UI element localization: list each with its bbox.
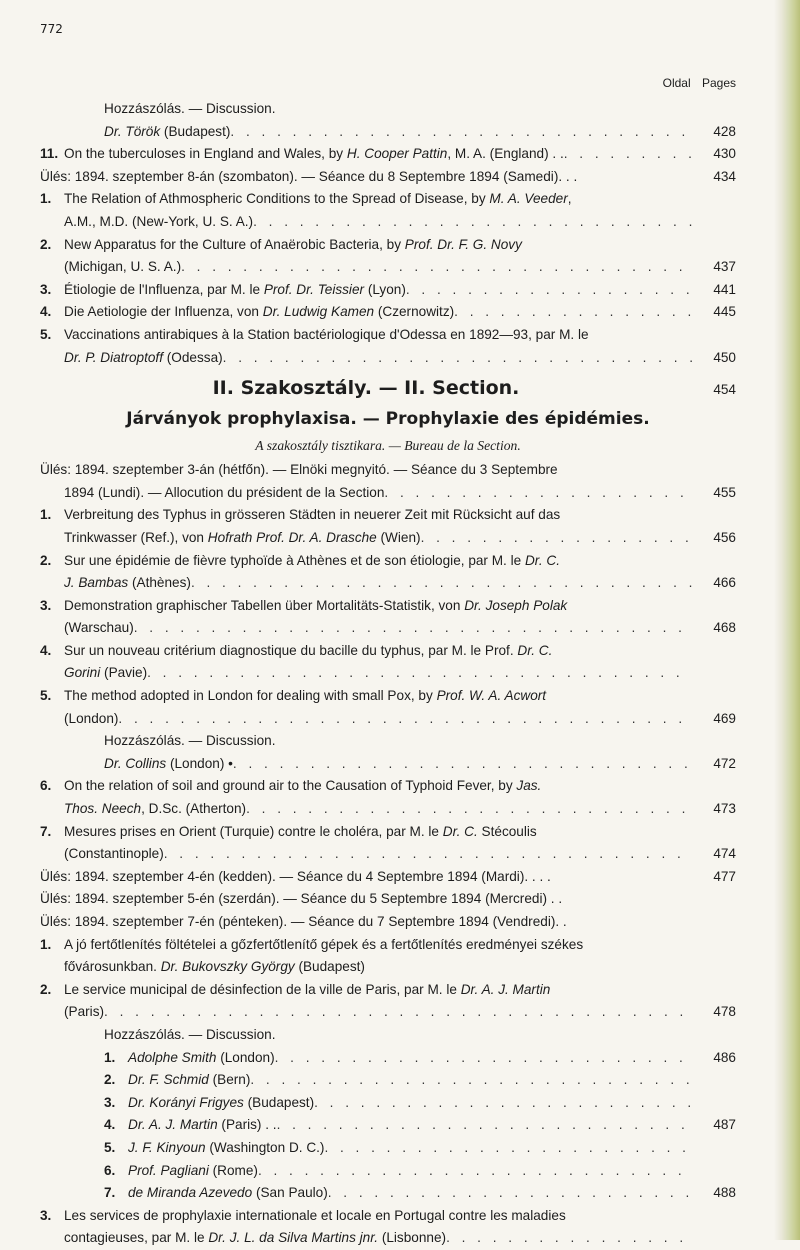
item-number: 3. [104, 1094, 116, 1110]
leader-dots [246, 798, 692, 821]
toc-item [40, 301, 736, 324]
entry-text: (Warschau) [64, 620, 134, 636]
header-oldal: Oldal [662, 76, 691, 90]
discussion-sub-entry [40, 1182, 736, 1205]
discussion-heading: Hozzászólás. — Discussion. [104, 733, 276, 749]
entry-page: 445 [713, 304, 736, 320]
entry-page: 474 [713, 846, 736, 862]
entry-text-line1: Le service municipal de désinfection de la ville de Paris, par M. le Dr. A. J. Martin [64, 981, 551, 997]
session-entry [40, 166, 736, 189]
toc-item [40, 934, 736, 957]
item-number: 4. [104, 1117, 116, 1133]
section-subtitle: Járványok prophylaxisa. — Prophylaxie des épidémies. [126, 409, 650, 430]
entry-text: de Miranda Azevedo (San Paulo) [128, 1185, 328, 1201]
session-entry [40, 866, 736, 889]
discussion-sub-entry [40, 1114, 736, 1137]
entry-text: contagieuses, par M. le Dr. J. L. da Silva Martins jnr. (Lisbonne) [64, 1230, 447, 1246]
toc-item [40, 775, 736, 798]
toc-item-cont [40, 843, 736, 866]
entry-text: Ülés: 1894. szeptember 4-én (kedden). — Séance du 4 Septembre 1894 (Mardi). . . . [40, 868, 551, 884]
entry-text: Gorini (Pavie) [64, 665, 148, 681]
item-number: 3. [40, 597, 52, 613]
leader-dots [230, 121, 692, 144]
item-number: 6. [40, 778, 52, 794]
toc-item [40, 640, 736, 663]
discussion-sub-entry [40, 1069, 736, 1092]
toc-item [40, 504, 736, 527]
discussion-sub-entry [40, 1047, 736, 1070]
toc-item-cont [40, 617, 736, 640]
entry-page: 487 [713, 1117, 736, 1133]
leader-dots [164, 843, 692, 866]
entry-text-line1: Sur un nouveau critérium diagnostique du bacille du typhus, par M. le Prof. Dr. C. [64, 642, 553, 658]
item-number: 4. [40, 642, 52, 658]
item-number: 1. [40, 507, 52, 523]
toc-item [40, 324, 736, 347]
entry-text-line1: Mesures prises en Orient (Turquie) contre le choléra, par M. le Dr. C. Stécoulis [64, 823, 537, 839]
page-edge-shading [774, 0, 800, 1240]
entry-text: J. F. Kinyoun (Washington D. C.) [128, 1139, 325, 1155]
entry-page: 434 [713, 168, 736, 184]
item-number: 2. [40, 981, 52, 997]
entry-text-line1: Sur une épidémie de fièvre typhoïde à Athènes et de son étiologie, par M. le Dr. C. [64, 552, 560, 568]
toc-item [40, 685, 736, 708]
leader-dots [250, 1069, 692, 1092]
entry-text: Ülés: 1894. szeptember 5-én (szerdán). — Séance du 5 Septembre 1894 (Mercredi) . . [40, 891, 563, 907]
toc-content [40, 76, 736, 1250]
entry-page: 468 [713, 620, 736, 636]
leader-dots [253, 211, 692, 234]
entry-text: 1894 (Lundi). — Allocution du président de la Section [64, 484, 385, 500]
entry-text: Dr. A. J. Martin (Paris) . . [128, 1117, 277, 1133]
discussion-sub-entry [40, 1137, 736, 1160]
discussion-sub-entry [40, 1092, 736, 1115]
item-number: 3. [40, 1207, 52, 1223]
toc-item-cont [40, 1227, 736, 1250]
leader-dots [454, 301, 692, 324]
entry-text: A.M., M.D. (New-York, U. S. A.) [64, 213, 254, 229]
leader-dots [134, 617, 692, 640]
leader-dots [406, 279, 692, 302]
item-number: 2. [40, 552, 52, 568]
entry-text: Dr. P. Diatroptoff (Odessa) [64, 349, 223, 365]
entry-page: 455 [713, 484, 736, 500]
entry-text-line1: New Apparatus for the Culture of Anaërobic Bacteria, by Prof. Dr. F. G. Novy [64, 236, 522, 252]
entry-text-line1: Verbreitung des Typhus in grösseren Städten in neuerer Zeit mit Rücksicht auf das [64, 507, 561, 523]
item-number: 1. [40, 191, 52, 207]
discussion-heading: Hozzászólás. — Discussion. [104, 1026, 276, 1042]
item-number: 4. [40, 304, 52, 320]
toc-item [40, 234, 736, 257]
item-number: 11. [40, 146, 59, 162]
entry-page: 488 [713, 1185, 736, 1201]
session-entry [40, 888, 736, 911]
leader-dots [275, 1047, 692, 1070]
entry-page: 466 [713, 575, 736, 591]
entry-text-line1: The Relation of Athmospheric Conditions to the Spread of Disease, by M. A. Veeder, [64, 191, 572, 207]
leader-dots [446, 1227, 692, 1250]
entry-text: (London) [64, 710, 119, 726]
toc-item [40, 979, 736, 1002]
item-number: 6. [104, 1162, 116, 1178]
section-bureau: A szakosztály tisztikara. — Bureau de la Section. [255, 438, 521, 454]
section-title [40, 373, 736, 405]
entry-text: Die Aetiologie der Influenza, von Dr. Ludwig Kamen (Czernowitz) [64, 304, 455, 320]
entry-text-line1: Vaccinations antirabiques à la Station bactériologique d'Odessa en 1892—93, par M. le [64, 326, 589, 342]
leader-dots [147, 662, 692, 685]
leader-dots [324, 1137, 692, 1160]
entry-text: Dr. Török (Budapest) [104, 123, 231, 139]
toc-block-1 [40, 98, 736, 369]
item-number: 1. [104, 1049, 116, 1065]
entry-text: Trinkwasser (Ref.), von Hofrath Prof. Dr. A. Drasche (Wien) [64, 529, 421, 545]
toc-item-cont [40, 347, 736, 370]
entry-page: 469 [713, 710, 736, 726]
item-number: 7. [40, 823, 52, 839]
leader-dots [191, 572, 692, 595]
entry-text: Thos. Neech, D.Sc. (Atherton) [64, 801, 247, 817]
leader-dots [104, 1001, 692, 1024]
session-entry [40, 911, 736, 934]
item-number: 5. [104, 1139, 116, 1155]
toc-item-cont [40, 1001, 736, 1024]
toc-item-cont [40, 956, 736, 979]
toc-item [40, 1205, 736, 1228]
discussion-heading: Hozzászólás. — Discussion. [104, 101, 276, 116]
item-number: 5. [40, 326, 52, 342]
entry-text: J. Bambas (Athènes) [64, 575, 191, 591]
toc-item [40, 279, 736, 302]
toc-item [40, 550, 736, 573]
toc-item-cont [40, 798, 736, 821]
toc-item [40, 821, 736, 844]
entry-text: (Paris) [64, 1004, 105, 1020]
entry-text: Prof. Pagliani (Rome) [128, 1162, 258, 1178]
discussion-entry [40, 753, 736, 776]
section-page: 454 [713, 382, 736, 398]
toc-item-cont [40, 211, 736, 234]
toc-item [40, 595, 736, 618]
discussion-sub-entry [40, 1160, 736, 1183]
entry-page: 473 [713, 801, 736, 817]
leader-dots [277, 1114, 692, 1137]
entry-text-line1: A jó fertőtlenítés föltételei a gőzfertőtlenítő gépek és a fertőtlenítés eredményei székes [64, 936, 584, 952]
header-pages: Pages [701, 76, 736, 90]
entry-text-line1: The method adopted in London for dealing with small Pox, by Prof. W. A. Acwort [64, 688, 547, 704]
toc-item-cont [40, 572, 736, 595]
entry-text: Dr. F. Schmid (Bern) [128, 1072, 251, 1088]
toc-item-cont [40, 527, 736, 550]
entry-page: 437 [713, 259, 736, 275]
entry-text: (Michigan, U. S. A.) [64, 259, 182, 275]
entry-text: Adolphe Smith (London) [128, 1049, 275, 1065]
entry-text-line1: Demonstration graphischer Tabellen über Mortalitäts-Statistik, von Dr. Joseph Polak [64, 597, 568, 613]
entry-text: Dr. Korányi Frigyes (Budapest) [128, 1094, 315, 1110]
entry-text: On the tuberculoses in England and Wales, by H. Cooper Pattin, M. A. (England) . . [64, 146, 564, 162]
entry-page: 441 [713, 281, 736, 297]
entry-page: 472 [713, 755, 736, 771]
entry-page: 486 [713, 1049, 736, 1065]
leader-dots [384, 482, 692, 505]
toc-item [40, 188, 736, 211]
toc-item-cont [40, 256, 736, 279]
entry-page: 456 [713, 529, 736, 545]
toc-item-cont [40, 708, 736, 731]
toc-item-cont [40, 662, 736, 685]
entry-text: (Constantinople) [64, 846, 164, 862]
item-number: 7. [104, 1185, 116, 1201]
entry-page: 478 [713, 1004, 736, 1020]
discussion-entry [40, 121, 736, 144]
entry-page: 430 [713, 146, 736, 162]
section-title-text: II. Szakosztály. — II. Section. [212, 377, 520, 400]
leader-dots [314, 1092, 692, 1115]
toc-item [40, 143, 736, 166]
item-number: 2. [104, 1072, 116, 1088]
leader-dots [421, 527, 692, 550]
entry-page: 428 [713, 123, 736, 139]
leader-dots [233, 753, 692, 776]
column-header [40, 76, 736, 90]
entry-text: Ülés: 1894. szeptember 8-án (szombaton). — Séance du 8 Septembre 1894 (Samedi). . . [40, 168, 578, 184]
session-entry [40, 482, 736, 505]
entry-text: Ülés: 1894. szeptember 7-én (pénteken). — Séance du 7 Septembre 1894 (Vendredi). . [40, 914, 567, 929]
leader-dots [118, 708, 692, 731]
session-line1: Ülés: 1894. szeptember 3-án (hétfőn). — Elnöki megnyitó. — Séance du 3 Septembre [40, 462, 558, 478]
entry-page: 450 [713, 349, 736, 365]
leader-dots [258, 1160, 692, 1183]
entry-page: 477 [713, 868, 736, 884]
leader-dots [181, 256, 692, 279]
item-number: 2. [40, 236, 52, 252]
entry-text-line1: Les services de prophylaxie internationale et locale en Portugal contre les maladies [64, 1207, 566, 1223]
item-number: 1. [40, 936, 52, 952]
item-number: 5. [40, 688, 52, 704]
item-number: 3. [40, 281, 52, 297]
leader-dots [328, 1182, 692, 1205]
entry-text: Dr. Collins (London) • [104, 755, 233, 771]
toc-block-2 [40, 459, 736, 1250]
page-number: 772 [40, 22, 63, 36]
entry-text: Étiologie de l'Influenza, par M. le Prof. Dr. Teissier (Lyon) [64, 281, 406, 297]
leader-dots [223, 347, 692, 370]
leader-dots [564, 143, 692, 166]
entry-text-line1: On the relation of soil and ground air to the Causation of Typhoid Fever, by Jas. [64, 778, 542, 794]
entry-text: fővárosunkban. Dr. Bukovszky György (Budapest) [64, 959, 365, 975]
